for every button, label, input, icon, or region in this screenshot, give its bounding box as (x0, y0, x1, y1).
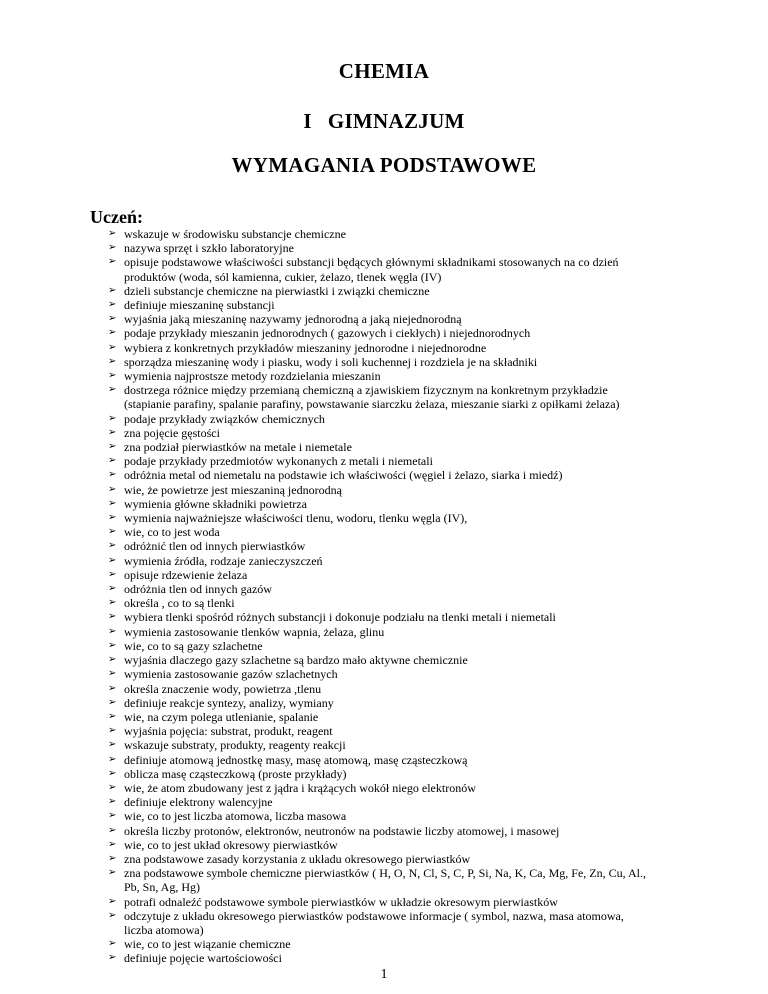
list-item (108, 824, 728, 838)
arrow-bullet-icon: ➢ (108, 682, 117, 694)
list-item (108, 241, 728, 255)
arrow-bullet-icon: ➢ (108, 753, 117, 765)
list-item-text: podaje przykłady przedmiotów wykonanych z metali i niemetali (124, 454, 433, 469)
list-item (108, 511, 728, 525)
list-item-text: nazywa sprzęt i szkło laboratoryjne (124, 241, 294, 256)
document-section-title: WYMAGANIA PODSTAWOWE (231, 153, 537, 177)
list-item (108, 895, 728, 909)
list-item-text: podaje przykłady związków chemicznych (124, 411, 325, 426)
arrow-bullet-icon: ➢ (108, 710, 117, 722)
list-item (108, 610, 728, 624)
list-item (108, 383, 728, 411)
arrow-bullet-icon: ➢ (108, 611, 117, 623)
arrow-bullet-icon: ➢ (108, 668, 117, 680)
list-item-text: zna pojęcie gęstości (124, 425, 220, 440)
arrow-bullet-icon: ➢ (108, 327, 117, 339)
list-item-text: definiuje pojęcie wartościowości (124, 951, 282, 966)
subtitle-class-numeral: I (303, 109, 312, 133)
list-item (108, 781, 728, 795)
list-item (108, 312, 728, 326)
list-item-text: podaje przykłady mieszanin jednorodnych ( gazowych i ciekłych) i niejednorodnych (124, 326, 531, 341)
list-item (108, 255, 728, 283)
list-item (108, 710, 728, 724)
arrow-bullet-icon: ➢ (108, 299, 117, 311)
document-subtitle (0, 109, 768, 133)
list-item (108, 909, 728, 937)
list-item (108, 852, 728, 866)
list-item-text: wie, że powietrze jest mieszaniną jednorodną (124, 482, 342, 497)
list-item (108, 625, 728, 639)
list-item-text: zna podstawowe symbole chemiczne pierwiastków ( H, O, N, Cl, S, C, P, Si, Na, K, Ca, Mg, Fe, Zn, Cu, Al., Pb, Sn, Ag, Hg) (124, 866, 646, 895)
list-item (108, 454, 728, 468)
list-item (108, 767, 728, 781)
arrow-bullet-icon: ➢ (108, 426, 117, 438)
list-item (108, 866, 728, 894)
arrow-bullet-icon: ➢ (108, 441, 117, 453)
list-item-text: potrafi odnaleźć podstawowe symbole pierwiastków w układzie okresowym pierwiastków (124, 894, 558, 909)
list-item (108, 639, 728, 653)
list-item-text: wie, co to jest woda (124, 525, 220, 540)
arrow-bullet-icon: ➢ (108, 242, 117, 254)
list-item-text: wyjaśnia jaką mieszaninę nazywamy jednorodną a jaką niejednorodną (124, 312, 462, 327)
list-item-text: określa liczby protonów, elektronów, neutronów na podstawie liczby atomowej, i masowej (124, 823, 560, 838)
list-item (108, 795, 728, 809)
list-item-text: określa znaczenie wody, powietrza ,tlenu (124, 681, 322, 696)
arrow-bullet-icon: ➢ (108, 497, 117, 509)
list-item-text: definiuje atomową jednostkę masy, masę atomową, masę cząsteczkową (124, 752, 468, 767)
list-item (108, 539, 728, 553)
arrow-bullet-icon: ➢ (108, 696, 117, 708)
list-item-text: wymienia źródła, rodzaje zanieczyszczeń (124, 553, 323, 568)
arrow-bullet-icon: ➢ (108, 597, 117, 609)
arrow-bullet-icon: ➢ (108, 838, 117, 850)
arrow-bullet-icon: ➢ (108, 767, 117, 779)
arrow-bullet-icon: ➢ (108, 938, 117, 950)
arrow-bullet-icon: ➢ (108, 952, 117, 964)
list-item-text: wybiera z konkretnych przykładów mieszaniny jednorodne i niejednorodne (124, 340, 487, 355)
list-item-text: odróżnia tlen od innych gazów (124, 582, 272, 597)
arrow-bullet-icon: ➢ (108, 469, 117, 481)
arrow-bullet-icon: ➢ (108, 568, 117, 580)
list-item-text: wymienia zastosowanie gazów szlachetnych (124, 667, 338, 682)
list-item (108, 653, 728, 667)
arrow-bullet-icon: ➢ (108, 313, 117, 325)
list-item-text: określa , co to są tlenki (124, 596, 235, 611)
list-item-text: odczytuje z układu okresowego pierwiastków podstawowe informacje ( symbol, nazwa, masa atomowa, liczba atomowa) (124, 908, 624, 937)
arrow-bullet-icon: ➢ (108, 526, 117, 538)
list-item (108, 568, 728, 582)
arrow-bullet-icon: ➢ (108, 867, 117, 879)
arrow-bullet-icon: ➢ (108, 370, 117, 382)
list-item (108, 284, 728, 298)
arrow-bullet-icon: ➢ (108, 796, 117, 808)
list-item (108, 667, 728, 681)
arrow-bullet-icon: ➢ (108, 810, 117, 822)
arrow-bullet-icon: ➢ (108, 654, 117, 666)
list-item-text: wskazuje w środowisku substancje chemiczne (124, 227, 346, 241)
arrow-bullet-icon: ➢ (108, 341, 117, 353)
arrow-bullet-icon: ➢ (108, 824, 117, 836)
arrow-bullet-icon: ➢ (108, 256, 117, 268)
arrow-bullet-icon: ➢ (108, 412, 117, 424)
subtitle-school-level: GIMNAZJUM (327, 109, 465, 133)
requirements-list (108, 227, 728, 966)
list-item-text: wie, na czym polega utlenianie, spalanie (124, 709, 319, 724)
list-item-text: opisuje rdzewienie żelaza (124, 567, 248, 582)
list-item (108, 497, 728, 511)
list-item (108, 483, 728, 497)
list-item (108, 468, 728, 482)
list-item-text: definiuje elektrony walencyjne (124, 795, 273, 810)
arrow-bullet-icon: ➢ (108, 384, 117, 396)
arrow-bullet-icon: ➢ (108, 228, 117, 239)
arrow-bullet-icon: ➢ (108, 284, 117, 296)
list-item-text: definiuje mieszaninę substancji (124, 298, 275, 313)
list-item (108, 809, 728, 823)
arrow-bullet-icon: ➢ (108, 739, 117, 751)
list-item (108, 937, 728, 951)
list-item-text: wie, co to jest wiązanie chemiczne (124, 937, 291, 952)
list-item-text: wie, że atom zbudowany jest z jądra i krążących wokół niego elektronów (124, 780, 476, 795)
list-item-text: wymienia najważniejsze właściwości tlenu, wodoru, tlenku węgla (IV), (124, 511, 468, 526)
list-item-text: sporządza mieszaninę wody i piasku, wody i soli kuchennej i rozdziela je na składniki (124, 354, 538, 369)
list-item (108, 724, 728, 738)
list-item-text: dzieli substancje chemiczne na pierwiastki i związki chemiczne (124, 283, 430, 298)
list-item (108, 440, 728, 454)
list-item-text: odróżnić tlen od innych pierwiastków (124, 539, 306, 554)
list-item (108, 596, 728, 610)
list-item (108, 682, 728, 696)
list-item-text: zna podział pierwiastków na metale i niemetale (124, 440, 352, 455)
list-item (108, 738, 728, 752)
arrow-bullet-icon: ➢ (108, 725, 117, 737)
list-item-text: wyjaśnia pojęcia: substrat, produkt, reagent (124, 724, 333, 739)
arrow-bullet-icon: ➢ (108, 639, 117, 651)
arrow-bullet-icon: ➢ (108, 583, 117, 595)
list-item (108, 696, 728, 710)
list-item-text: wyjaśnia dlaczego gazy szlachetne są bardzo mało aktywne chemicznie (124, 653, 468, 668)
list-item (108, 426, 728, 440)
list-item (108, 753, 728, 767)
list-item-text: wie, co to jest liczba atomowa, liczba masowa (124, 809, 347, 824)
arrow-bullet-icon: ➢ (108, 625, 117, 637)
arrow-bullet-icon: ➢ (108, 455, 117, 467)
arrow-bullet-icon: ➢ (108, 909, 117, 921)
page-number: 1 (380, 967, 388, 982)
list-item (108, 412, 728, 426)
list-item (108, 554, 728, 568)
document-title: CHEMIA (338, 59, 430, 83)
list-item (108, 298, 728, 312)
list-item-text: wskazuje substraty, produkty, reagenty reakcji (124, 738, 346, 753)
list-item-text: odróżnia metal od niemetalu na podstawie ich właściwości (węgiel i żelazo, siarka i miedź) (124, 468, 563, 483)
list-item (108, 369, 728, 383)
arrow-bullet-icon: ➢ (108, 540, 117, 552)
list-item-text: dostrzega różnice między przemianą chemiczną a zjawiskiem fizycznym na konkretnym przykładzie (stapianie parafiny, spalanie parafiny, powstawanie siarczku żelaza, mieszanie siarki z opiłkami żelaza) (124, 383, 620, 412)
list-item-text: wie, co to są gazy szlachetne (124, 638, 263, 653)
list-item (108, 326, 728, 340)
list-item-text: wymienia zastosowanie tlenków wapnia, żelaza, glinu (124, 624, 385, 639)
list-item (108, 582, 728, 596)
arrow-bullet-icon: ➢ (108, 781, 117, 793)
arrow-bullet-icon: ➢ (108, 355, 117, 367)
list-item-text: wybiera tlenki spośród różnych substancji i dokonuje podziału na tlenki metali i niemetali (124, 610, 556, 625)
list-item-text: opisuje podstawowe właściwości substancji będących głównymi składnikami stosowanych na co dzień produktów (woda, sól kamienna, cukier, żelazo, tlenek węgla (IV) (124, 255, 619, 284)
list-item-text: definiuje reakcje syntezy, analizy, wymiany (124, 695, 334, 710)
list-item (108, 838, 728, 852)
list-item (108, 951, 728, 965)
list-item-text: wymienia główne składniki powietrza (124, 496, 307, 511)
list-item (108, 341, 728, 355)
arrow-bullet-icon: ➢ (108, 895, 117, 907)
arrow-bullet-icon: ➢ (108, 852, 117, 864)
student-heading: Uczeń: (90, 207, 143, 227)
list-item (108, 227, 728, 241)
list-item (108, 355, 728, 369)
arrow-bullet-icon: ➢ (108, 554, 117, 566)
arrow-bullet-icon: ➢ (108, 483, 117, 495)
arrow-bullet-icon: ➢ (108, 512, 117, 524)
list-item-text: wymienia najprostsze metody rozdzielania mieszanin (124, 369, 381, 384)
list-item-text: wie, co to jest układ okresowy pierwiastków (124, 837, 338, 852)
list-item (108, 525, 728, 539)
list-item-text: oblicza masę cząsteczkową (proste przykłady) (124, 766, 347, 781)
list-item-text: zna podstawowe zasady korzystania z układu okresowego pierwiastków (124, 851, 471, 866)
